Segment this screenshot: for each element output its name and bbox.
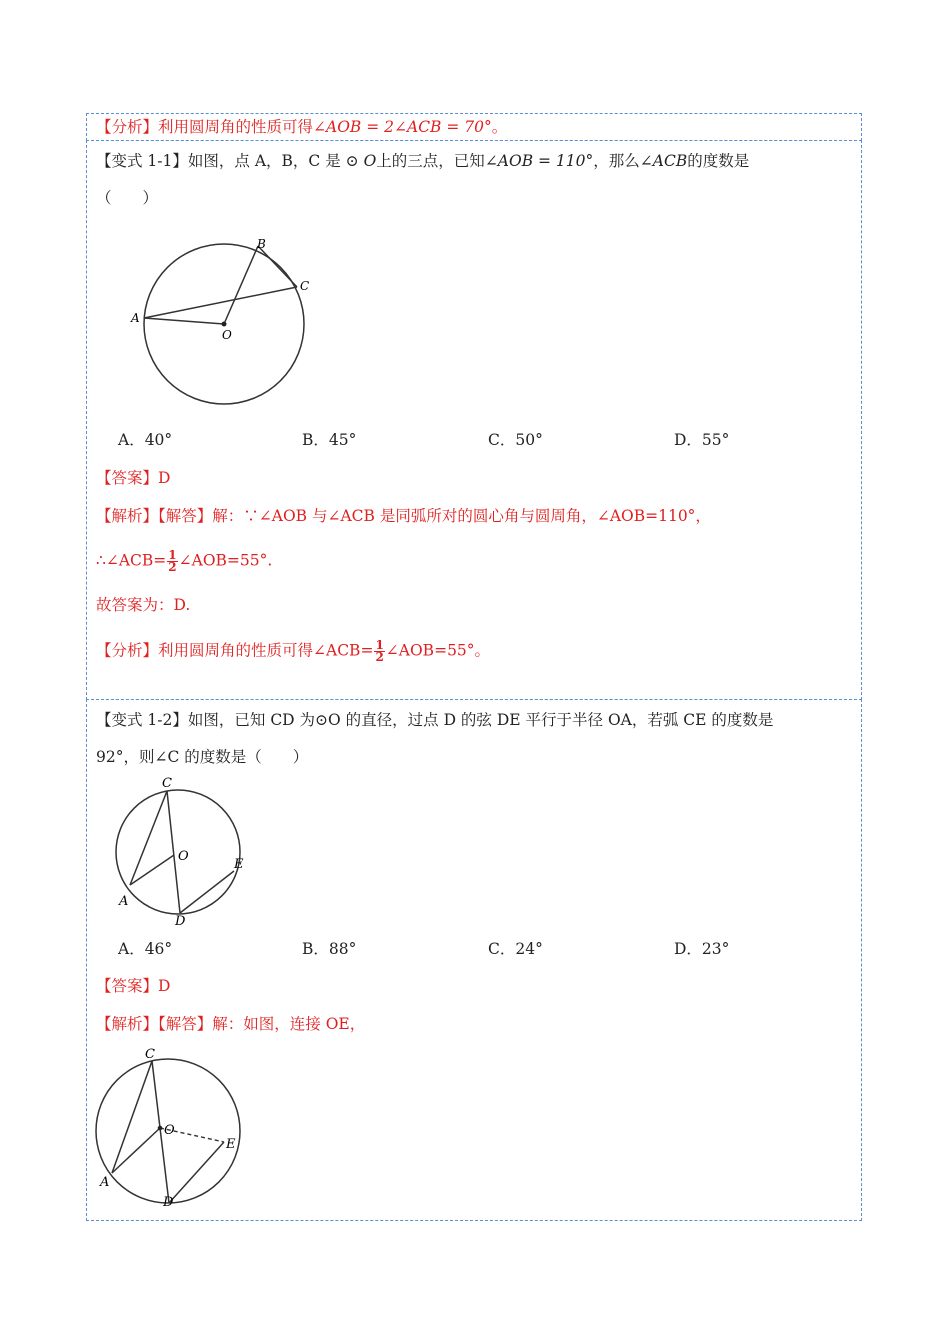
q1-o: O	[363, 152, 377, 170]
q2-solution-text1: 解：如图，连接 OE，	[212, 1015, 366, 1033]
q1-solution-line2	[96, 550, 272, 573]
q1-solution-pre: ∴∠ACB=	[96, 551, 167, 570]
q2s-label-a: A	[100, 1175, 110, 1190]
q2-label-a: A	[119, 894, 129, 909]
q2-tag: 【变式 1-2】	[96, 711, 188, 729]
q1-text-d: 的度数是	[687, 152, 750, 170]
q2-option-b[interactable]: B．88°	[302, 940, 357, 958]
q2-answer: D	[158, 977, 171, 995]
q2-answer-line	[96, 976, 170, 996]
q2-option-a[interactable]: A．46°	[118, 940, 173, 958]
q1-text-c: ，那么	[593, 152, 640, 170]
q1-analysis-tag: 【分析】	[96, 641, 159, 660]
q2-stem-line2: 92°，则∠C 的度数是（ ）	[96, 748, 309, 766]
q2-option-c[interactable]: C．24°	[488, 940, 543, 958]
q2-chord-ca	[130, 791, 167, 885]
q1-answer: D	[158, 469, 171, 487]
q2-stem-line1	[96, 710, 773, 730]
q1-label-a: A	[131, 311, 140, 325]
analysis-formula: ∠AOB = 2∠ACB = 70°	[313, 118, 492, 136]
q1-tag: 【变式 1-1】	[96, 152, 188, 170]
q1-label-c: C	[300, 279, 310, 293]
q2s-chord-ca	[112, 1061, 152, 1173]
q2-solution-figure	[90, 1046, 250, 1211]
analysis-text: 利用圆周角的性质可得	[158, 118, 314, 136]
q1-radius-ob	[224, 246, 258, 324]
q1-chord-ac	[144, 287, 297, 318]
q1-paren: （ ）	[96, 189, 159, 207]
q1-analysis-fraction	[374, 640, 384, 663]
q2-answer-tag: 【答案】	[96, 977, 159, 995]
analysis-tag: 【分析】	[96, 118, 159, 136]
frac-numerator: 1	[375, 638, 384, 652]
q2-text-line1: 如图，已知 CD 为⊙O 的直径，过点 D 的弦 DE 平行于半径 OA，若弧 CE 的度数是	[187, 711, 774, 729]
q1-option-d[interactable]: D．55°	[674, 431, 730, 449]
frac-numerator: 1	[168, 548, 177, 562]
q1-chord-bc	[258, 246, 297, 287]
q1-option-c[interactable]: C．50°	[488, 431, 543, 449]
q1-fraction	[167, 550, 177, 573]
q2-label-e: E	[234, 857, 244, 872]
q1-text-b: 上的三点，已知	[376, 152, 485, 170]
q2s-center-dot	[158, 1126, 163, 1131]
q1-answer-tag: 【答案】	[96, 469, 159, 487]
frac-denominator: 2	[375, 650, 384, 664]
q1-solution-post: ∠AOB=55°.	[178, 551, 273, 570]
q2s-label-d: D	[163, 1195, 174, 1210]
q1-given: ∠AOB = 110°	[484, 152, 594, 170]
q2s-label-e: E	[226, 1137, 236, 1152]
q1-analysis-post: ∠AOB=55°。	[385, 641, 491, 660]
q1-figure	[128, 234, 318, 409]
q2-solution-line1	[96, 1014, 365, 1034]
q1-solution-tags: 【解析】【解答】	[96, 507, 213, 525]
q1-analysis-line	[96, 640, 490, 663]
q2-solution-tags: 【解析】【解答】	[96, 1015, 213, 1033]
q1-solution-line1	[96, 506, 711, 526]
circle-symbol: ⊙	[345, 152, 359, 170]
q1-solution-text1: 解：∵∠AOB 与∠ACB 是同弧所对的圆心角与圆周角，∠AOB=110°，	[212, 507, 711, 525]
q2s-label-c: C	[145, 1047, 155, 1062]
q1-label-b: B	[257, 237, 266, 251]
q1-center-dot	[222, 322, 227, 327]
q1-target: ∠ACB	[639, 152, 688, 170]
q1-text-a: 如图，点 A，B，C 是	[187, 152, 341, 170]
q2-label-o: O	[178, 849, 189, 864]
question-1-1-box	[86, 140, 862, 700]
q2s-label-o: O	[164, 1123, 175, 1138]
q1-option-b[interactable]: B．45°	[302, 431, 357, 449]
q2s-radius-oa	[112, 1128, 160, 1173]
q1-analysis-pre: 利用圆周角的性质可得∠ACB=	[158, 641, 374, 660]
q1-conclusion: 故答案为：D.	[96, 596, 191, 614]
q2-label-d: D	[175, 914, 186, 929]
analysis-period: 。	[491, 118, 508, 136]
q2-figure	[110, 775, 260, 930]
q1-radius-oa	[144, 318, 224, 324]
q2s-chord-de	[169, 1142, 224, 1203]
q2-option-d[interactable]: D．23°	[674, 940, 730, 958]
q1-answer-line	[96, 468, 170, 488]
q1-option-a[interactable]: A．40°	[118, 431, 173, 449]
q1-label-o: O	[222, 328, 232, 342]
analysis-top-line	[96, 117, 507, 137]
frac-denominator: 2	[168, 560, 177, 574]
q1-stem	[96, 151, 749, 171]
q2-label-c: C	[162, 776, 172, 791]
